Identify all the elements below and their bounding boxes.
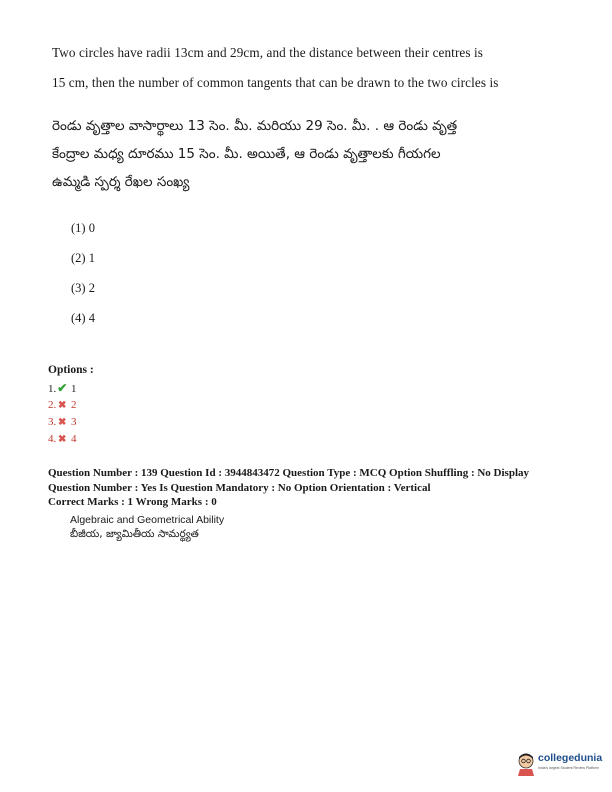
- question-line: కేంద్రాల మధ్య దూరము 15 సెం. మీ. అయితే, ఆ రెండు వృత్తాలకు గీయగల: [52, 146, 441, 162]
- question-line: Two circles have radii 13cm and 29cm, and the distance between their centres is: [52, 45, 484, 60]
- choice-1: (1) 0: [71, 221, 95, 235]
- option-number: 1.: [48, 383, 57, 395]
- option-value: 4: [71, 433, 77, 445]
- subject-english: Algebraic and Geometrical Ability: [70, 514, 225, 526]
- option-number: 2.: [48, 399, 57, 411]
- metadata-line: Question Number : Yes Is Question Mandatory : No Option Orientation : Vertical: [48, 481, 431, 494]
- cross-icon: ✖: [58, 434, 67, 445]
- subject-telugu: బీజీయ, జ్యామితీయ సామర్థ్యత: [70, 528, 199, 540]
- subject-label: [70, 513, 224, 541]
- option-2: [48, 397, 77, 414]
- choice-3: (3) 2: [71, 281, 95, 295]
- choice-4: (4) 4: [71, 311, 95, 325]
- question-metadata: [48, 466, 588, 510]
- option-number: 4.: [48, 433, 57, 445]
- option-1: [48, 380, 77, 397]
- brand-tagline: India's largest Student Review Platform: [538, 766, 599, 770]
- option-value: 3: [71, 416, 77, 428]
- cross-icon: ✖: [58, 400, 67, 411]
- option-4: [48, 431, 77, 448]
- question-text-telugu: [52, 112, 572, 196]
- answer-choices: [71, 218, 95, 338]
- option-number: 3.: [48, 416, 57, 428]
- collegedunia-logo-icon: [516, 752, 536, 776]
- option-3: [48, 414, 77, 431]
- metadata-line: Correct Marks : 1 Wrong Marks : 0: [48, 496, 217, 508]
- options-heading: Options :: [48, 364, 94, 376]
- cross-icon: ✖: [58, 417, 67, 428]
- option-value: 1: [71, 383, 77, 395]
- options-list: [48, 380, 77, 448]
- brand-watermark: [516, 748, 608, 778]
- question-line: ఉమ్మడి స్పర్శ రేఖల సంఖ్య: [52, 174, 190, 190]
- metadata-line: Question Number : 139 Question Id : 3944843472 Question Type : MCQ Option Shuffling : No Display: [48, 467, 530, 479]
- question-line: 15 cm, then the number of common tangents that can be drawn to the two circles is: [52, 75, 499, 90]
- check-icon: ✔: [57, 381, 68, 395]
- choice-2: (2) 1: [71, 251, 95, 265]
- brand-name: collegedunia: [538, 752, 603, 764]
- option-value: 2: [71, 399, 77, 411]
- question-text-english: [52, 38, 572, 98]
- question-line: రెండు వృత్తాల వాసార్థాలు 13 సెం. మీ. మరియు 29 సెం. మీ. . ఆ రెండు వృత్త: [52, 118, 458, 134]
